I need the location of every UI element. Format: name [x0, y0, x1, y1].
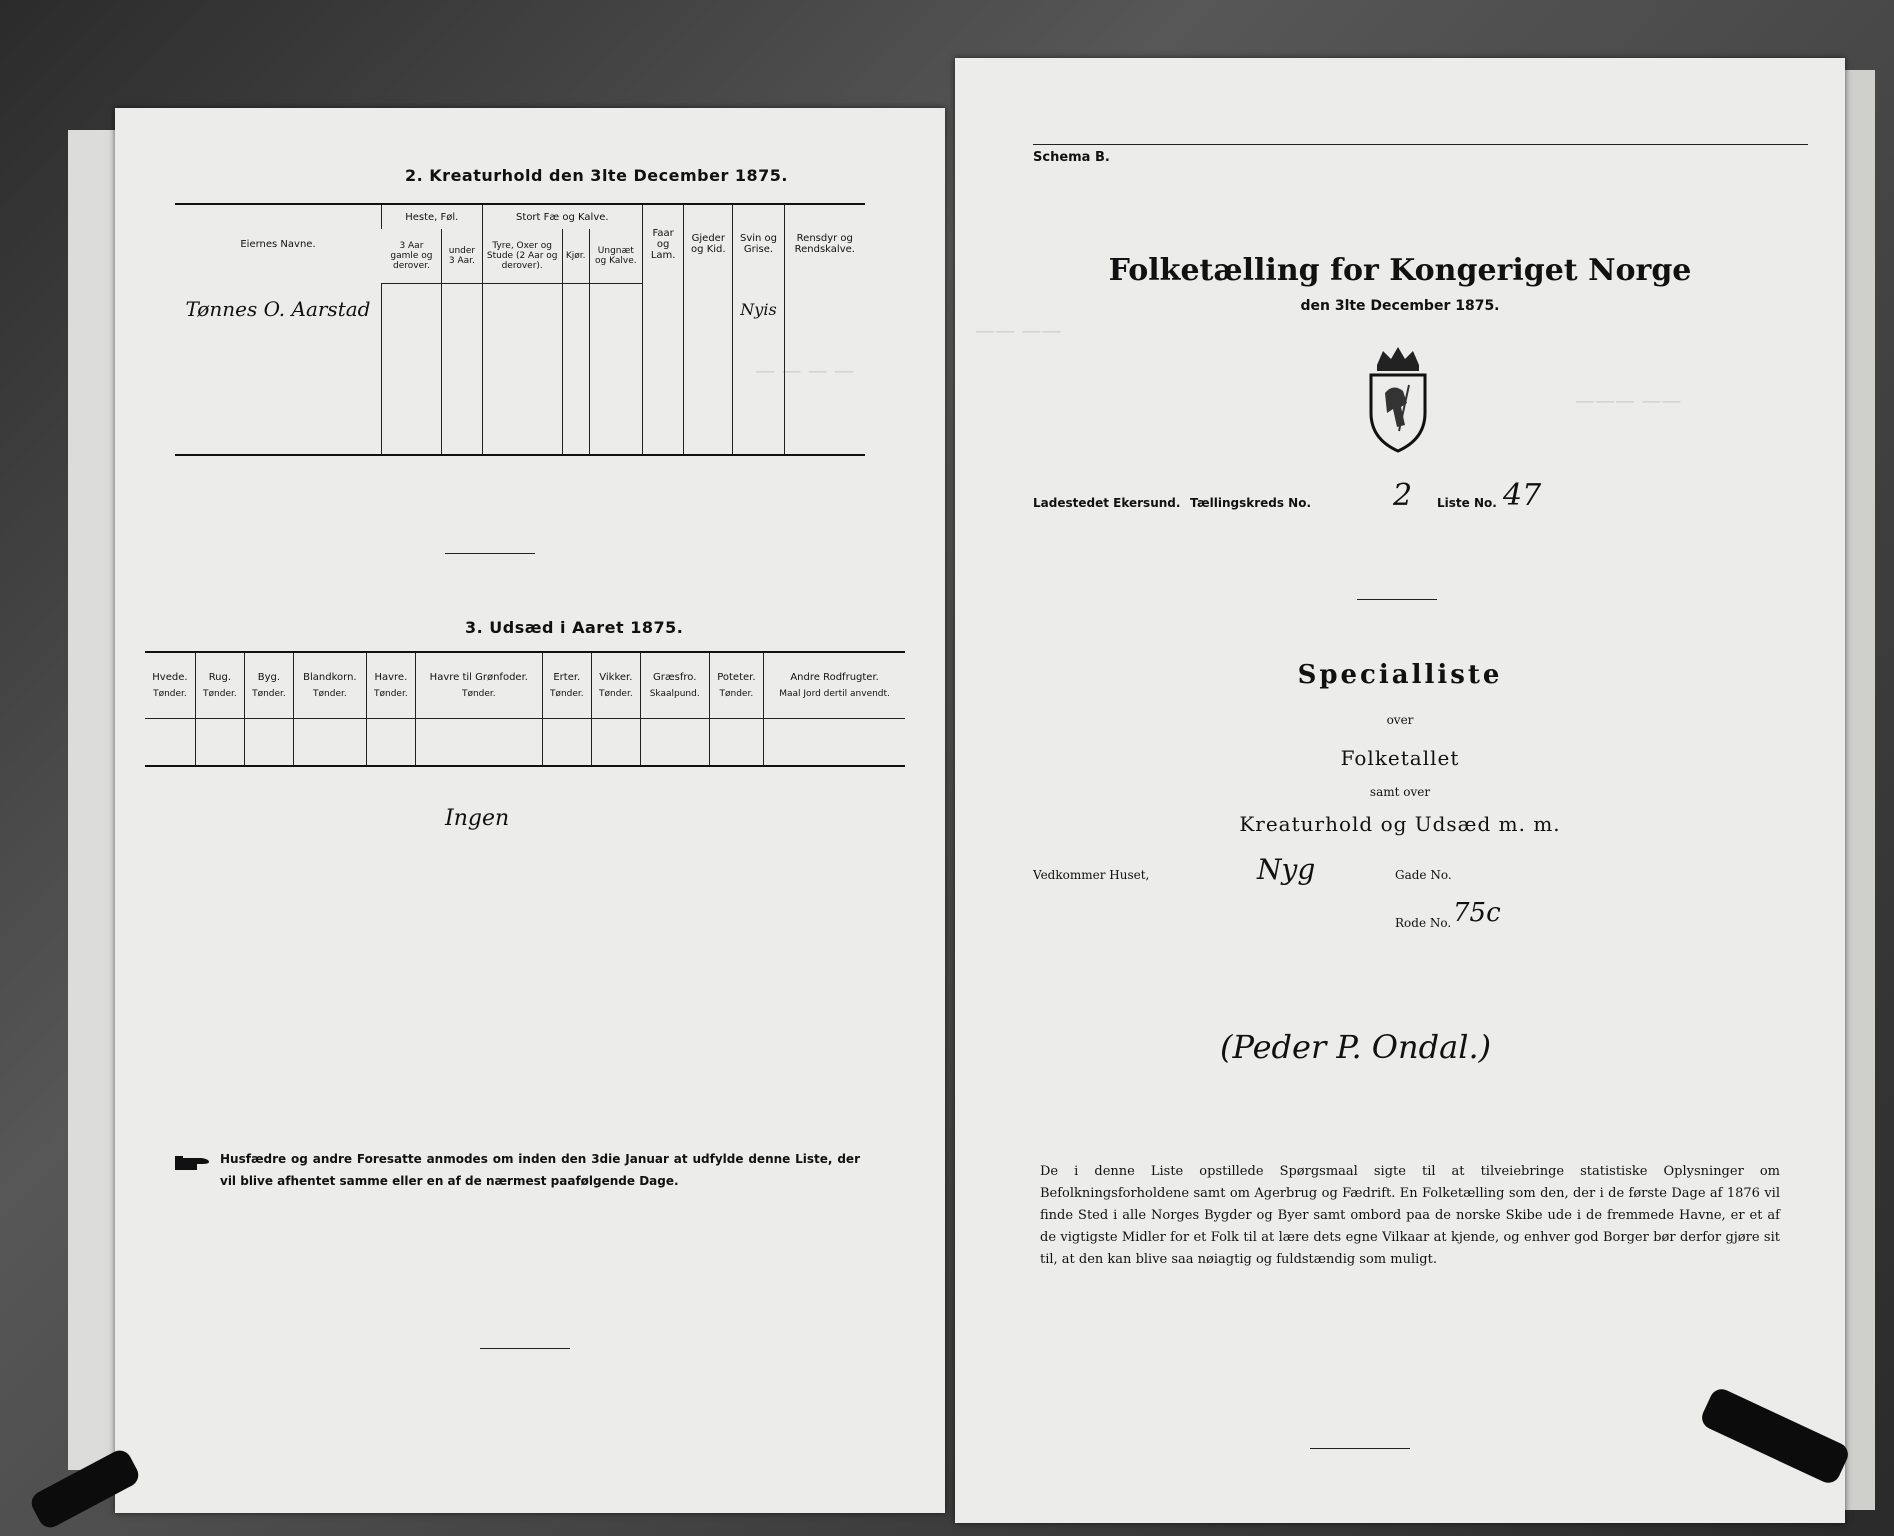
district-label: Tællingskreds No. [1190, 496, 1312, 510]
horses-young-header: under 3 Aar. [442, 229, 482, 283]
sowing-col-unit: Tønder. [374, 688, 408, 699]
sowing-cell [293, 718, 366, 766]
sowing-col-unit: Tønder. [461, 688, 496, 699]
horses-group-header: Heste, Føl. [382, 204, 483, 229]
sowing-col-header [366, 652, 415, 718]
sowing-cell [764, 718, 905, 766]
sowing-col-unit: Tønder. [153, 688, 187, 699]
underlying-page-right [1840, 70, 1875, 1510]
location-label: Ladestedet Ekersund. [1033, 496, 1181, 510]
signature: (Peder P. Ondal.) [1220, 1028, 1492, 1066]
kreaturhold-title: Kreaturhold og Udsæd m. m. [1239, 812, 1561, 836]
sowing-col-name: Vikker. [599, 671, 633, 683]
sowing-col-header [709, 652, 764, 718]
bleed-through: — — — — [755, 358, 855, 382]
owner-name-cell: Tønnes O. Aarstad [185, 297, 371, 321]
cows-header: Kjør. [562, 229, 589, 283]
sowing-col-unit: Tønder. [252, 688, 286, 699]
date-line: den 3lte December 1875. [1300, 298, 1500, 314]
sowing-col-unit: Tønder. [549, 688, 584, 699]
sowing-cell [709, 718, 764, 766]
special-title: Specialliste [1297, 660, 1503, 690]
livestock-table [175, 203, 865, 456]
sowing-col-name: Byg. [257, 671, 281, 683]
owner-header: Eiernes Navne. [175, 204, 382, 283]
folketallet-title: Folketallet [1340, 746, 1460, 770]
section2-title: 2. Kreaturhold den 3lte December 1875. [405, 166, 789, 185]
main-title: Folketælling for Kongeriget Norge [1108, 253, 1692, 288]
bulls-header: Tyre, Oxer og Stude (2 Aar og derover). [482, 229, 562, 283]
rode-number: 75c [1453, 898, 1501, 928]
sowing-col-header [640, 652, 709, 718]
pigs-cell: Nyis [733, 283, 784, 335]
sowing-col-unit: Tønder. [313, 688, 347, 699]
right-page [955, 58, 1845, 1523]
bleed-through: ——— —— [1575, 388, 1682, 412]
list-label: Liste No. [1437, 496, 1497, 510]
sowing-col-name: Blandkorn. [303, 671, 357, 683]
bottom-rule [480, 1348, 570, 1349]
rode-label: Rode No. [1395, 916, 1452, 930]
sowing-cell [145, 718, 195, 766]
right-notice: De i denne Liste opstillede Spørgsmaal sigte til at tilveiebringe statistiske Oplysninger om Befolkningsforholdene samt om Agerbrug og Fædrift. En Folketælling som den, der i de første Dage af 1876 vil finde Sted i alle Norges Bygder og Byer samt ombord paa de norske Skibe ude i de fremmede Havne, er et af de vigtigste Midler for et Folk til at lære dets egne Vilkaar at kjende, og enhver god Borger bør derfor gjøre sit til, at den kan blive saa nøiagtig og fuldstændig som muligt. [1040, 1164, 1780, 1267]
sowing-table [145, 651, 905, 767]
sowing-cell [244, 718, 293, 766]
sowing-col-name: Græsfro. [652, 671, 697, 683]
young-cattle-header: Ungnæt og Kalve. [589, 229, 643, 283]
sowing-cell [366, 718, 415, 766]
table-row [175, 335, 865, 455]
street-name: Nyg [1257, 853, 1316, 886]
sowing-col-header [293, 652, 366, 718]
sowing-col-header [145, 652, 195, 718]
street-label: Gade No. [1395, 868, 1452, 882]
sowing-col-name: Rug. [208, 671, 232, 683]
sowing-cell [591, 718, 640, 766]
sowing-col-header [764, 652, 905, 718]
sowing-col-name: Erter. [553, 671, 581, 683]
district-number: 2 [1393, 478, 1413, 513]
schema-label: Schema B. [1033, 150, 1110, 165]
sowing-col-name: Andre Rodfrugter. [790, 671, 879, 683]
section3-title: 3. Udsæd i Aaret 1875. [465, 618, 684, 637]
sheep-header: Faar og Lam. [643, 204, 684, 283]
cattle-group-header: Stort Fæ og Kalve. [482, 204, 643, 229]
goats-header: Gjeder og Kid. [684, 204, 733, 283]
sowing-col-name: Poteter. [717, 671, 756, 683]
divider-rule [445, 553, 535, 554]
bleed-through: —— —— [975, 318, 1062, 342]
sowing-col-unit: Tønder. [203, 688, 237, 699]
sowing-cell [542, 718, 591, 766]
sowing-col-name: Havre til Grønfoder. [429, 671, 528, 683]
sowing-col-header [542, 652, 591, 718]
over-text: over [1386, 713, 1414, 727]
sowing-col-unit: Skaalpund. [649, 688, 700, 699]
coat-of-arms-icon [1363, 343, 1433, 453]
table-row [175, 283, 865, 335]
sowing-col-unit: Tønder. [719, 688, 754, 699]
sowing-cell [640, 718, 709, 766]
divider-rule [1357, 599, 1437, 600]
bottom-rule [1310, 1448, 1410, 1449]
pigs-header: Svin og Grise. [733, 204, 784, 283]
reindeer-header: Rensdyr og Rendskalve. [784, 204, 865, 283]
left-page [115, 108, 945, 1513]
horses-old-header: 3 Aar gamle og derover. [382, 229, 442, 283]
sowing-col-header [591, 652, 640, 718]
sowing-col-name: Havre. [374, 671, 408, 683]
pointing-hand-icon [175, 1153, 211, 1173]
handwritten-note: Ingen [445, 806, 510, 831]
list-number: 47 [1503, 478, 1542, 513]
sowing-col-name: Hvede. [152, 671, 188, 683]
house-label: Vedkommer Huset, [1033, 868, 1150, 882]
sowing-col-header [244, 652, 293, 718]
sowing-cell [415, 718, 542, 766]
left-notice: Husfædre og andre Foresatte anmodes om inden den 3die Januar at udfylde denne Liste, der vil blive afhentet samme eller en af de nærmest paafølgende Dage. [220, 1152, 860, 1188]
header-rule [1033, 144, 1808, 145]
sowing-cell [195, 718, 244, 766]
sowing-col-unit: Maal Jord dertil anvendt. [779, 688, 890, 699]
sowing-col-header [415, 652, 542, 718]
samt-over-text: samt over [1369, 785, 1431, 799]
sowing-col-unit: Tønder. [598, 688, 633, 699]
sowing-col-header [195, 652, 244, 718]
table-row [145, 718, 905, 766]
